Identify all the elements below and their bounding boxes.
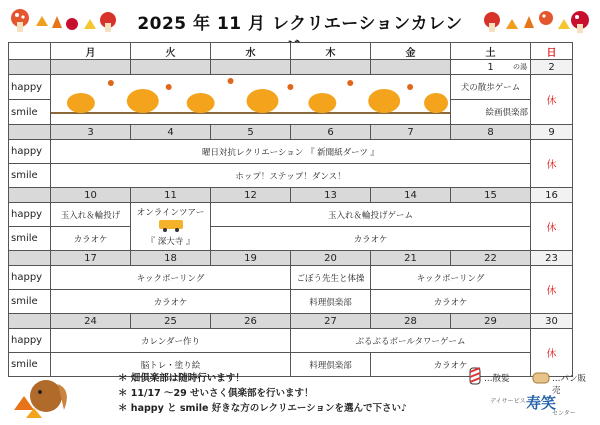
week5-happy-row <box>9 329 573 353</box>
week5-date-row <box>9 314 573 329</box>
barber-pole-icon <box>468 366 482 386</box>
weekday-sat: 土 <box>451 43 531 60</box>
week2-happy-row <box>9 140 573 164</box>
sunday-closed: 休 <box>531 329 573 377</box>
date-cell <box>371 60 451 75</box>
autumn-leaves-mushroom-decoration <box>474 4 594 38</box>
note-item: ＊ happy と smile 好きな方のレクリエーションを選んで下さい♪ <box>118 403 408 414</box>
date-cell: 22 <box>451 251 531 266</box>
bread-icon <box>532 370 550 384</box>
date-cell: 5 <box>211 125 291 140</box>
date-cell-sat-1: 1 の湯 <box>451 60 531 75</box>
week4-happy-row <box>9 266 573 290</box>
mon-happy-activity: 玉入れ＆輪投げ <box>51 203 131 227</box>
date-cell: 24 <box>51 314 131 329</box>
page-title: 2025 年 11 月 レクリエーションカレン <box>137 14 463 34</box>
date-cell: 14 <box>371 188 451 203</box>
week4-smile-row <box>9 290 573 314</box>
date-cell: 25 <box>131 314 211 329</box>
row-label-happy: happy <box>9 329 51 353</box>
sunday-closed: 休 <box>531 266 573 314</box>
row-label-smile: smile <box>9 227 51 251</box>
week3-happy-row <box>9 203 573 227</box>
calendar-table <box>8 42 573 377</box>
date-cell: 21 <box>371 251 451 266</box>
date-cell: 7 <box>371 125 451 140</box>
date-cell <box>131 60 211 75</box>
week2-date-row <box>9 125 573 140</box>
logo-tail: センター <box>552 410 576 417</box>
date-cell: 27 <box>291 314 371 329</box>
date-cell: 29 <box>451 314 531 329</box>
corner-cell <box>9 43 51 60</box>
thu-smile-activity: 料理倶楽部 <box>291 353 371 377</box>
mon-smile-activity: カラオケ <box>51 227 131 251</box>
week3-happy-activity: 玉入れ＆輪投げゲーム <box>211 203 531 227</box>
date-cell: 2 <box>531 60 573 75</box>
week4-date-row <box>9 251 573 266</box>
week5-smile-activity-a: 脳トレ・塗り絵 <box>51 353 291 377</box>
row-label-smile: smile <box>9 164 51 188</box>
weekday-wed: 水 <box>211 43 291 60</box>
legend-bread: …パン販売 <box>552 374 587 396</box>
date-cell: 12 <box>211 188 291 203</box>
date-cell: 17 <box>51 251 131 266</box>
online-tour-place: 『 深大寺 』 <box>146 237 195 247</box>
date-blank <box>9 188 51 203</box>
logo-sub: デイサービス <box>490 398 526 405</box>
week1-happy-row <box>9 75 573 100</box>
thu-happy-activity: ごぼう先生と体操 <box>291 266 371 290</box>
date-cell: 18 <box>131 251 211 266</box>
autumn-trees-icon <box>51 75 450 121</box>
row-label-happy: happy <box>9 75 51 100</box>
week2-smile-row <box>9 164 573 188</box>
row-label-smile: smile <box>9 353 51 377</box>
date-blank <box>9 314 51 329</box>
weekday-header-row <box>9 43 573 60</box>
weekday-thu: 木 <box>291 43 371 60</box>
notes <box>118 371 478 416</box>
week3-smile-row <box>9 227 573 251</box>
date-cell: 8 <box>451 125 531 140</box>
row-label-happy: happy <box>9 203 51 227</box>
sat-smile-activity: 絵画倶楽部 <box>451 100 531 125</box>
date-cell: 15 <box>451 188 531 203</box>
row-label-happy: happy <box>9 140 51 164</box>
note-item: ＊ 畑倶楽部は随時行います！ <box>118 373 245 384</box>
row-label-happy: happy <box>9 266 51 290</box>
week4-happy-activity-a: キックボーリング <box>51 266 291 290</box>
date-blank <box>9 125 51 140</box>
date-cell: 26 <box>211 314 291 329</box>
week5-smile-activity-b: カラオケ <box>371 353 531 377</box>
date-cell: 16 <box>531 188 573 203</box>
bus-icon <box>158 218 184 232</box>
date-cell: 10 <box>51 188 131 203</box>
week4-smile-activity-a: カラオケ <box>51 290 291 314</box>
date-cell: 19 <box>211 251 291 266</box>
row-label-smile: smile <box>9 100 51 125</box>
sunday-closed: 休 <box>531 203 573 251</box>
date-cell: 28 <box>371 314 451 329</box>
weekday-mon: 月 <box>51 43 131 60</box>
date-cell: 9 <box>531 125 573 140</box>
date-cell: 23 <box>531 251 573 266</box>
weekday-tue: 火 <box>131 43 211 60</box>
weekday-sun: 日 <box>531 43 573 60</box>
header <box>0 0 600 40</box>
legend-haircut: …散髪 <box>484 374 510 384</box>
sat-happy-activity: 犬の散歩ゲーム <box>451 75 531 100</box>
week2-smile-activity: ホップ！ステップ！ダンス！ <box>51 164 531 188</box>
week2-happy-activity: 曜日対抗レクリエーション 『 新聞紙ダーツ 』 <box>51 140 531 164</box>
thu-smile-activity: 料理倶楽部 <box>291 290 371 314</box>
date-blank <box>9 251 51 266</box>
week4-happy-activity-b: キックボーリング <box>371 266 531 290</box>
logo-main: 寿笑 <box>526 394 557 412</box>
date-cell <box>291 60 371 75</box>
autumn-tree-illustration <box>51 75 451 125</box>
sunday-closed: 休 <box>531 75 573 125</box>
squirrel-leaves-icon <box>6 360 76 422</box>
date-cell: 13 <box>291 188 371 203</box>
center-logo <box>490 392 590 418</box>
bath-tag: の湯 <box>513 63 527 71</box>
date-cell <box>211 60 291 75</box>
online-tour-label: オンラインツアー <box>136 208 205 218</box>
date-cell: 3 <box>51 125 131 140</box>
autumn-leaves-mushroom-decoration <box>6 4 126 38</box>
row-label-smile: smile <box>9 290 51 314</box>
date-cell: 6 <box>291 125 371 140</box>
legend <box>462 362 594 422</box>
date-cell: 4 <box>131 125 211 140</box>
date-blank <box>9 60 51 75</box>
week1-date-row <box>9 60 573 75</box>
weekday-fri: 金 <box>371 43 451 60</box>
week3-date-row <box>9 188 573 203</box>
online-tour-cell <box>131 203 211 251</box>
week4-smile-activity-b: カラオケ <box>371 290 531 314</box>
date-cell <box>51 60 131 75</box>
note-item: ＊ 11/17 〜29 せいさく倶楽部を行います！ <box>118 388 314 399</box>
date-cell: 20 <box>291 251 371 266</box>
week5-happy-activity-a: カレンダー作り <box>51 329 291 353</box>
week3-smile-activity: カラオケ <box>211 227 531 251</box>
date-cell: 11 <box>131 188 211 203</box>
week5-happy-activity-b: ぶるぶるボールタワーゲーム <box>291 329 531 353</box>
sunday-closed: 休 <box>531 140 573 188</box>
date-cell: 30 <box>531 314 573 329</box>
